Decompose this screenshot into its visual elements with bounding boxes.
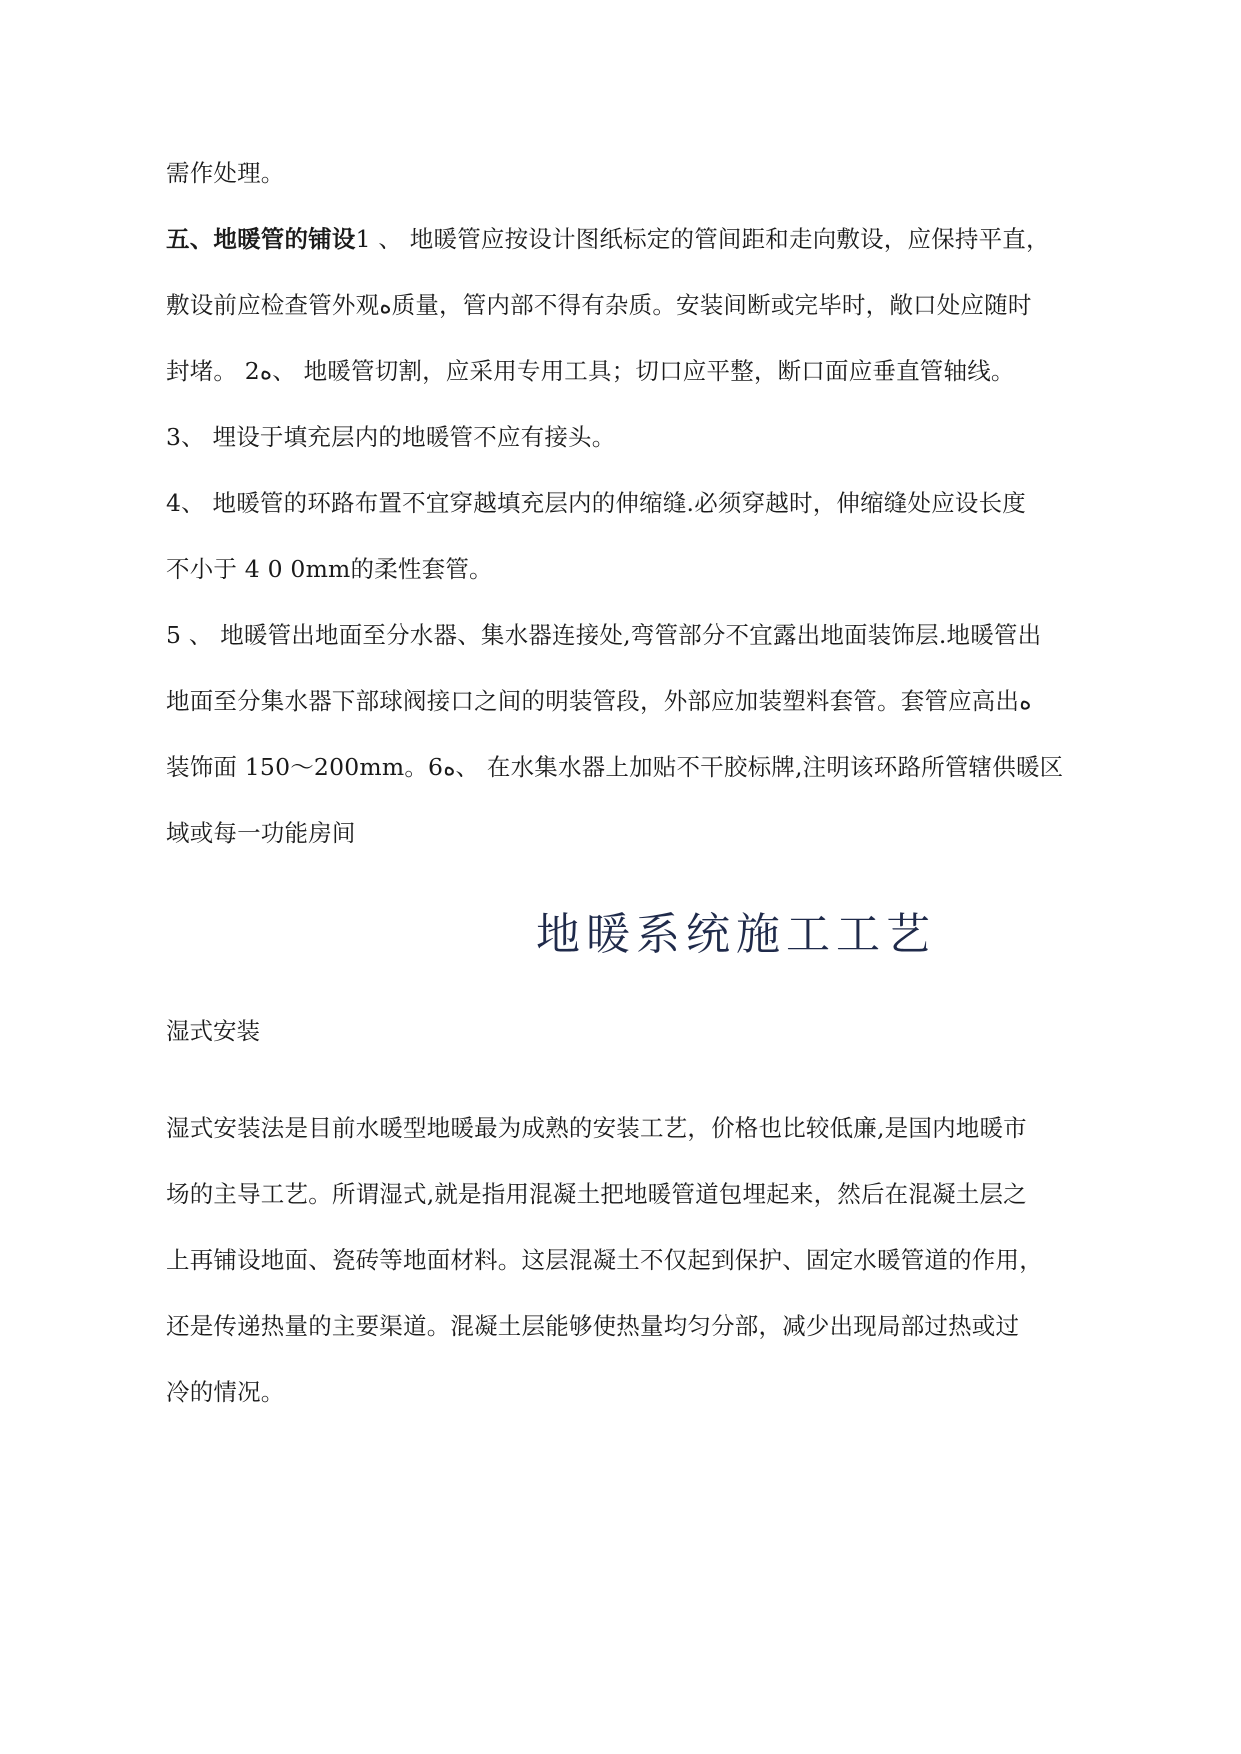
- text-line: 3、 埋设于填充层内的地暖管不应有接头。: [166, 423, 616, 451]
- section-heading: 五、地暖管的铺设: [166, 225, 356, 253]
- paragraph-line: 上再铺设地面、瓷砖等地面材料。这层混凝土不仅起到保护、固定水暖管道的作用，: [166, 1246, 1043, 1274]
- text-line: 4、 地暖管的环路布置不宜穿越填充层内的伸缩缝.必须穿越时，伸缩缝处应设长度: [166, 489, 1026, 517]
- text-line-rest: 1 、 地暖管应按设计图纸标定的管间距和走向敷设，应保持平直，: [355, 225, 1050, 253]
- section-heading-line: [166, 224, 1086, 254]
- article-title: 地暖系统施工工艺: [536, 909, 936, 960]
- article-subheading: 湿式安装: [166, 1017, 260, 1045]
- paragraph-line: 湿式安装法是目前水暖型地暖最为成熟的安装工艺，价格也比较低廉,是国内地暖市: [166, 1114, 1027, 1142]
- paragraph-line: 冷的情况。: [166, 1378, 285, 1406]
- text-line: 不小于 4 0 0mm的柔性套管。: [166, 555, 493, 583]
- text-line: 5 、 地暖管出地面至分水器、集水器连接处,弯管部分不宜露出地面装饰层.地暖管出: [166, 621, 1042, 649]
- text-line: 封堵。 2ﻩ、 地暖管切割，应采用专用工具；切口应平整，断口面应垂直管轴线。: [166, 357, 1015, 385]
- text-line: 敷设前应检查管外观ﻩ质量，管内部不得有杂质。安装间断或完毕时，敞口处应随时: [166, 291, 1032, 319]
- text-line: 装饰面 150～200mm。6ﻩ、 在水集水器上加贴不干胶标牌,注明该环路所管辖供暖区: [166, 753, 1064, 781]
- paragraph-line: 还是传递热量的主要渠道。混凝土层能够使热量均匀分部，减少出现局部过热或过: [166, 1312, 1020, 1340]
- text-line: 需作处理。: [166, 159, 285, 187]
- text-line: 域或每一功能房间: [166, 819, 356, 847]
- text-line: 地面至分集水器下部球阀接口之间的明装管段，外部应加装塑料套管。套管应高出ﻩ: [166, 687, 1032, 715]
- paragraph-line: 场的主导工艺。所谓湿式,就是指用混凝土把地暖管道包埋起来，然后在混凝土层之: [166, 1180, 1027, 1208]
